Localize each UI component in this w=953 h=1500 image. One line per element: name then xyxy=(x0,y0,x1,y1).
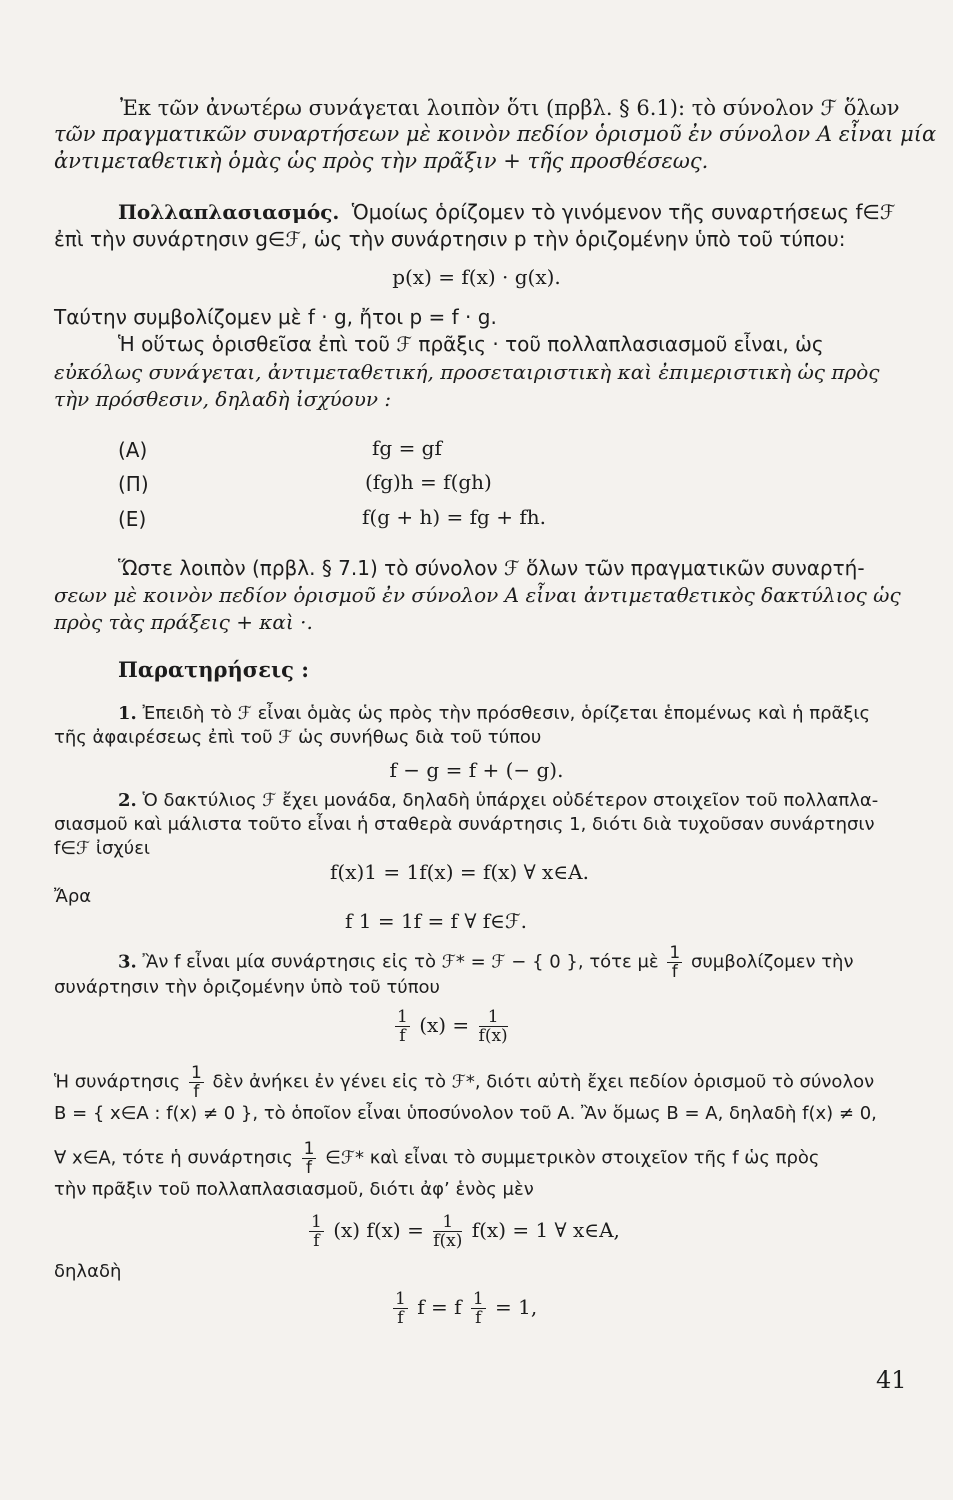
fraction-1-over-f: $\frac{1}{f}$ xyxy=(303,1139,315,1178)
fraction-1-over-f: $\frac{1}{f}$ xyxy=(397,1007,408,1046)
remark-2-formula-2: f 1 = 1f = f ∀ f∈ℱ. xyxy=(345,909,528,933)
remark-3-formula-2 xyxy=(306,1213,620,1250)
fraction-1-over-f: $\frac{1}{f}$ xyxy=(472,1289,484,1328)
fraction-1-over-f: $\frac{1}{f}$ xyxy=(395,1289,406,1328)
mult-line-2: ἐπὶ τὴν συνάρτησιν g∈ℱ, ὡς τὴν συνάρτησιν p τὴν ὁριζομένην ὑπὸ τοῦ τύπου: xyxy=(54,227,846,251)
law-label-p: (Π) xyxy=(118,472,149,496)
p2-line-2: σεων μὲ κοινὸν πεδίον ὁρισμοῦ ἐν σύνολον Α εἶναι ἀντιμεταθετικὸς δακτύλιος ὡς xyxy=(54,583,901,607)
mult-line-1 xyxy=(118,199,896,225)
remarks-heading: Παρατηρήσεις : xyxy=(118,657,310,682)
fraction-1-over-f: $\frac{1}{f}$ xyxy=(669,943,681,982)
remark-2-line-1-text: Ὁ δακτύλιος ℱ ἔχει μονάδα, δηλαδὴ ὑπάρχει οὐδέτερον στοιχεῖον τοῦ πολλαπλα- xyxy=(142,790,879,811)
p1-line-2: τῶν πραγματικῶν συναρτήσεων μὲ κοινὸν πεδίον ὁρισμοῦ ἐν σύνολον Α εἶναι μία xyxy=(54,122,937,146)
remark-3-line-4: B = { x∈A : f(x) ≠ 0 }, τὸ ὁποῖον εἶναι ὑποσύνολον τοῦ Α. Ἂν ὅμως B = A, δηλαδὴ f(x) ≠ 0, xyxy=(54,1103,877,1124)
fraction-1-over-f: $\frac{1}{f}$ xyxy=(311,1212,322,1251)
fraction-1-over-fx: $\frac{1}{f(x)}$ xyxy=(478,1007,508,1046)
remark-3-formula-2a: (x) f(x) = xyxy=(333,1218,424,1242)
remark-3-line-2: συνάρτησιν τὴν ὁριζομένην ὑπὸ τοῦ τύπου xyxy=(54,977,440,998)
p2-line-1: Ὥστε λοιπὸν (πρβλ. § 7.1) τὸ σύνολον ℱ ὅλων τῶν πραγματικῶν συναρτή- xyxy=(118,556,865,580)
remark-3-line-5 xyxy=(54,1140,820,1177)
remark-2-number: 2. xyxy=(118,790,137,811)
mult-line-5: εὐκόλως συνάγεται, ἀντιμεταθετική, προσεταιριστικὴ καὶ ἐπιμεριστικὴ ὡς πρὸς xyxy=(54,360,880,384)
remark-2-line-2: σιασμοῦ καὶ μάλιστα τοῦτο εἶναι ἡ σταθερὰ συνάρτησις 1, διότι διὰ τυχοῦσαν συνάρτησιν xyxy=(54,814,875,835)
remark-1-formula: f − g = f + (− g). xyxy=(389,758,564,782)
mult-heading: Πολλαπλασιασμός. xyxy=(118,200,340,224)
remark-3-formula-2b: f(x) = 1 ∀ x∈A, xyxy=(471,1218,620,1242)
remark-3-formula-3b: = 1, xyxy=(495,1295,538,1319)
law-label-e: (E) xyxy=(118,507,147,531)
remark-1-line-1-text: Ἐπειδὴ τὸ ℱ εἶναι ὁμὰς ὡς πρὸς τὴν πρόσθεσιν, ὁρίζεται ἑπομένως καὶ ἡ πρᾶξις xyxy=(142,703,871,724)
p1-line-3: ἀντιμεταθετικὴ ὁμὰς ὡς πρὸς τὴν πρᾶξιν + τῆς προσθέσεως. xyxy=(54,149,709,173)
remark-3-line-3b: δὲν ἀνήκει ἐν γένει εἰς τὸ ℱ*, διότι αὐτὴ ἔχει πεδίον ὁρισμοῦ τὸ σύνολον xyxy=(212,1071,875,1093)
remark-3-number: 3. xyxy=(118,951,137,973)
remark-3-line-3 xyxy=(54,1064,874,1101)
p1-line-1: Ἐκ τῶν ἀνωτέρω συνάγεται λοιπὸν ὅτι (πρβλ. § 6.1): τὸ σύνολον ℱ ὅλων xyxy=(120,96,900,120)
remark-2-line-1 xyxy=(118,789,878,813)
remark-3-formula xyxy=(392,1008,511,1045)
remark-3-formula-mid: (x) = xyxy=(419,1013,470,1037)
remark-3-line-1a: Ἂν f εἶναι μία συνάρτησις εἰς τὸ ℱ* = ℱ − { 0 }, τότε μὲ xyxy=(142,951,659,973)
remark-2-line-3: f∈ℱ ἰσχύει xyxy=(54,838,151,859)
mult-line-1-rest: Ὁμοίως ὁρίζομεν τὸ γινόμενον τῆς συναρτήσεως f∈ℱ xyxy=(351,200,896,224)
page-number: 41 xyxy=(876,1366,907,1394)
remark-3-line-1b: συμβολίζομεν τὴν xyxy=(690,951,854,973)
remark-3-line-3a: Ἡ συνάρτησις xyxy=(54,1071,181,1093)
remark-1-line-1 xyxy=(118,702,870,726)
fraction-1-over-fx: $\frac{1}{f(x)}$ xyxy=(433,1212,463,1251)
remark-3-line-6: τὴν πρᾶξιν τοῦ πολλαπλασιασμοῦ, διότι ἀφ’ ἑνὸς μὲν xyxy=(54,1179,534,1200)
fraction-1-over-f: $\frac{1}{f}$ xyxy=(190,1063,202,1102)
mult-line-6: τὴν πρόσθεσιν, δηλαδὴ ἰσχύουν : xyxy=(54,387,392,411)
mult-formula: p(x) = f(x) · g(x). xyxy=(392,265,561,289)
remark-3-formula-3a: f = f xyxy=(417,1295,462,1319)
law-formula-p: (fg)h = f(gh) xyxy=(365,470,492,494)
remark-3-line-5a: ∀ x∈A, τότε ἡ συνάρτησις xyxy=(54,1147,293,1169)
remark-2-formula-1: f(x)1 = 1f(x) = f(x) ∀ x∈A. xyxy=(330,860,589,884)
p2-line-3: πρὸς τὰς πράξεις + καὶ ·. xyxy=(54,610,313,634)
law-label-a: (A) xyxy=(118,438,148,462)
mult-line-4: Ἡ οὕτως ὁρισθεῖσα ἐπὶ τοῦ ℱ πρᾶξις · τοῦ πολλαπλασιασμοῦ εἶναι, ὡς xyxy=(118,332,824,356)
remark-1-number: 1. xyxy=(118,703,137,724)
remark-1-line-2: τῆς ἀφαιρέσεως ἐπὶ τοῦ ℱ ὡς συνήθως διὰ τοῦ τύπου xyxy=(54,727,542,748)
law-formula-e: f(g + h) = fg + fh. xyxy=(362,505,546,529)
remark-2-ara: Ἄρα xyxy=(54,886,92,907)
mult-line-3: Ταύτην συμβολίζομεν μὲ f · g, ἤτοι p = f · g. xyxy=(54,305,497,329)
remark-3-formula-3 xyxy=(390,1290,537,1327)
law-formula-a: fg = gf xyxy=(372,436,442,460)
remark-3-dilad: δηλαδὴ xyxy=(54,1261,122,1282)
remark-3-line-5b: ∈ℱ* καὶ εἶναι τὸ συμμετρικὸν στοιχεῖον τῆς f ὡς πρὸς xyxy=(325,1147,820,1169)
